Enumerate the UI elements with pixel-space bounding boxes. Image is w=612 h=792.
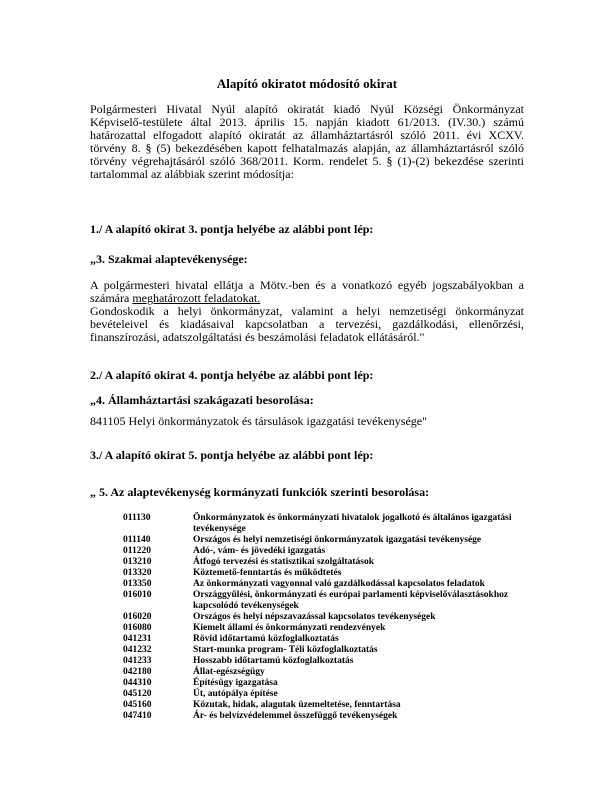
function-code: 013320 (123, 568, 152, 578)
function-code: 013350 (123, 579, 152, 589)
function-code: 044310 (123, 678, 152, 688)
function-code: 047410 (123, 711, 152, 721)
function-name: Adó-, vám- és jövedéki igazgatás (193, 546, 326, 556)
section2-heading: 2./ A alapító okirat 4. pontja helyébe az alábbi pont lép: (90, 368, 374, 382)
function-name: Start-munka program- Téli közfoglalkoztatás (193, 645, 378, 655)
function-code: 041232 (123, 645, 152, 655)
function-row (123, 667, 524, 678)
function-row (123, 612, 524, 623)
function-name: Hosszabb időtartamú közfoglalkoztatás (193, 656, 354, 666)
function-code: 016020 (123, 612, 152, 622)
function-code: 041231 (123, 634, 152, 644)
document-title: Alapító okiratot módosító okirat (216, 76, 398, 91)
function-code: 011220 (123, 546, 151, 556)
function-row (123, 546, 524, 557)
function-row (123, 568, 524, 579)
function-row (123, 700, 524, 711)
section1-subheading: „3. Szakmai alaptevékenysége: (90, 252, 248, 266)
intro-paragraph: Polgármesteri Hivatal Nyúl alapító okiratát kiadó Nyúl Községi Önkormányzat Képviselő-testülete által 2013. április 15. napján kiadott 61/2013. (IV.30.) számú határozattal elfogadott alapító okiratát az államháztartásról szóló 2011. évi XCXV. törvény 8. § (5) bekezdésében kapott felhatalmazás alapján, az államháztartásról szóló törvény végrehajtásáról szóló 368/2011. Korm. rendelet 5. § (1)-(2) bekezdése szerinti tartalommal az alábbiak szerint módosítja: (90, 102, 524, 181)
function-code: 016080 (123, 623, 152, 633)
function-code: 042180 (123, 667, 152, 677)
function-name: Kiemelt állami és önkormányzati rendezvények (193, 623, 386, 633)
function-row (123, 557, 524, 568)
document-content (90, 76, 524, 722)
function-row (123, 711, 524, 722)
function-code: 045160 (123, 700, 152, 710)
function-name: Az önkormányzati vagyonnal való gazdálkodással kapcsolatos feladatok (193, 579, 485, 589)
section3-subheading: „ 5. Az alaptevékenység kormányzati funkciók szerinti besorolása: (90, 485, 430, 499)
function-name: Építésügy igazgatása (193, 678, 278, 688)
function-name: Országos és helyi nemzetiségi önkormányzatok igazgatási tevékenysége (193, 535, 482, 545)
section1-heading: 1./ A alapító okirat 3. pontja helyébe az alábbi pont lép: (90, 222, 374, 236)
section1-paragraph1 (90, 279, 524, 305)
function-name: Közutak, hidak, alagutak üzemeltetése, fenntartása (193, 700, 401, 710)
function-name: Önkormányzatok és önkormányzati hivatalok jogalkotó és általános igazgatási tevékenysége (193, 513, 512, 534)
function-name: Út, autópálya építése (193, 689, 278, 699)
function-code: 011130 (123, 513, 151, 523)
function-name: Országgyűlési, önkormányzati és európai parlamenti képviselőválasztásokhoz kapcsolódó tevékenységek (193, 590, 509, 611)
function-code: 011140 (123, 535, 151, 545)
function-row (123, 535, 524, 546)
function-row (123, 678, 524, 689)
section3-heading: 3./ A alapító okirat 5. pontja helyébe az alábbi pont lép: (90, 448, 374, 462)
section1-paragraph1-text: A polgármesteri hivatal ellátja a Mötv.-ben és a vonatkozó egyéb jogszabályokban a számára (90, 278, 524, 305)
function-code: 045120 (123, 689, 152, 699)
function-code: 013210 (123, 557, 152, 567)
function-row (123, 645, 524, 656)
function-code: 016010 (123, 590, 152, 600)
function-name: Átfogó tervezési és statisztikai szolgáltatások (193, 557, 374, 567)
section1-paragraph1-underlined-text: meghatározott feladatokat. (132, 291, 261, 305)
function-row (123, 656, 524, 667)
function-row (123, 634, 524, 645)
section2-subheading: „4. Államháztartási szakágazati besorolása: (90, 393, 314, 407)
function-name: Állat-egészségügy (193, 667, 265, 677)
function-row (123, 513, 524, 535)
function-name: Rövid időtartamú közfoglalkoztatás (193, 634, 339, 644)
function-name: Országos és helyi népszavazással kapcsolatos tevékenységek (193, 612, 436, 622)
function-row (123, 590, 524, 612)
function-name: Ár- és belvízvédelemmel összefüggő tevékenységek (193, 711, 398, 721)
function-name: Köztemető-fenntartás és működtetés (193, 568, 342, 578)
function-row (123, 689, 524, 700)
function-row (123, 579, 524, 590)
function-code-table (90, 513, 524, 722)
function-row (123, 623, 524, 634)
section1-paragraph2: Gondoskodik a helyi önkormányzat, valamint a helyi nemzetiségi önkormányzat bevételeivel és kiadásaival kapcsolatban a tervezési, gazdálkodási, ellenőrzési, finanszírozási, adatszolgáltatási és beszámolási feladatok ellátásáról." (90, 304, 524, 344)
section2-body: 841105 Helyi önkormányzatok és társulások igazgatási tevékenysége" (90, 414, 428, 428)
function-code: 041233 (123, 656, 152, 666)
